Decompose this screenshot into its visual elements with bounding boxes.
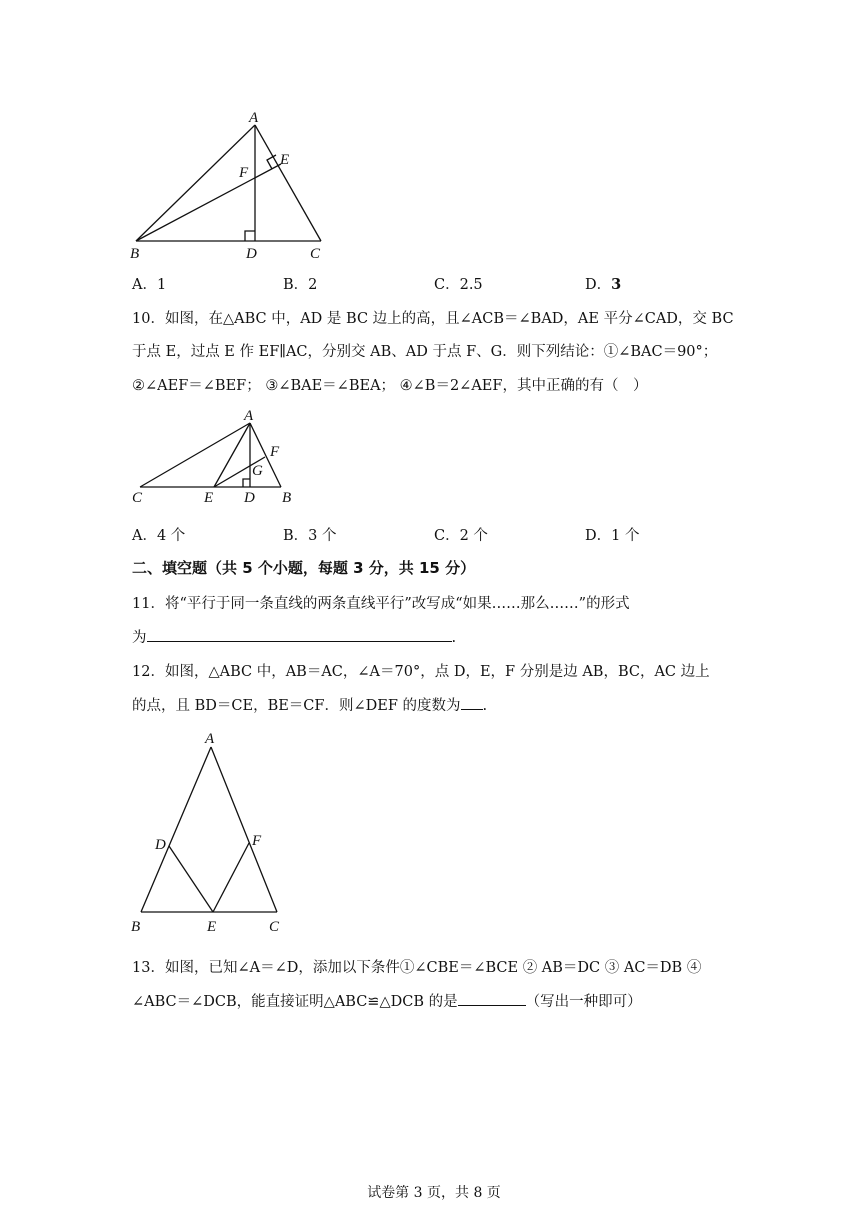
figure-q12-triangle	[0, 725, 868, 940]
q9-option-b[interactable]: B．2	[283, 277, 318, 293]
q13-suffix: （写出一种即可）	[525, 994, 642, 1010]
label-D: D	[246, 246, 257, 262]
q13-line-1: 13．如图，已知∠A＝∠D，添加以下条件①∠CBE＝∠BCE ② AB＝DC ③ AC＝DB ④	[132, 960, 702, 976]
q10-option-c[interactable]: C．2 个	[434, 528, 488, 544]
label-B: B	[130, 246, 140, 262]
q10-option-a[interactable]: A．4 个	[132, 528, 186, 544]
q9-option-d-letter: D．	[585, 277, 612, 293]
q9-option-a[interactable]: A．1	[132, 277, 167, 293]
figure-q10-triangle	[0, 400, 868, 510]
q9-option-c[interactable]: C．2.5	[434, 277, 483, 293]
label-B: B	[282, 490, 292, 506]
q12-line-1: 12．如图，△ABC 中，AB＝AC，∠A＝70°，点 D，E，F 分别是边 AB，BC，AC 边上	[132, 664, 710, 680]
label-E: E	[204, 490, 214, 506]
label-E: E	[207, 919, 217, 935]
label-D: D	[155, 837, 166, 853]
label-B: B	[131, 919, 141, 935]
triangle-abc-lines	[136, 125, 321, 241]
label-A: A	[249, 110, 259, 126]
q13-line-2	[132, 990, 642, 1011]
label-A: A	[205, 731, 215, 747]
label-G: G	[252, 463, 263, 479]
q10-line-2: 于点 E，过点 E 作 EF∥AC，分别交 AB、AD 于点 F、G．则下列结论：①∠BAC＝90°；	[132, 344, 718, 360]
label-C: C	[132, 490, 143, 506]
q11-line-2	[132, 626, 456, 647]
q12-suffix: .	[482, 698, 488, 714]
q12-prefix: 的点，且 BD＝CE，BE＝CF．则∠DEF 的度数为	[132, 698, 461, 714]
q9-option-d[interactable]	[585, 273, 621, 294]
label-C: C	[269, 919, 280, 935]
q12-answer-blank[interactable]	[461, 695, 483, 710]
q11-line-1: 11．将“平行于同一条直线的两条直线平行”改写成“如果……那么……”的形式	[132, 596, 630, 612]
figure-q9-triangle	[0, 0, 868, 270]
label-F: F	[270, 444, 280, 460]
q9-option-d-value: 3	[611, 276, 622, 293]
section-2-title: 二、填空题（共 5 个小题，每题 3 分，共 15 分）	[132, 559, 476, 577]
q10-line-3: ②∠AEF＝∠BEF； ③∠BAE＝∠BEA； ④∠B＝2∠AEF，其中正确的有（ ）	[132, 378, 648, 394]
q12-line-2	[132, 694, 487, 715]
q10-option-d[interactable]: D．1 个	[585, 528, 640, 544]
q11-answer-blank[interactable]	[147, 627, 452, 642]
label-F: F	[252, 833, 262, 849]
q11-suffix: .	[451, 630, 457, 646]
figure-q12-lines	[141, 747, 277, 912]
q13-answer-blank[interactable]	[458, 991, 526, 1006]
q10-line-1: 10．如图，在△ABC 中，AD 是 BC 边上的高，且∠ACB＝∠BAD，AE 平分∠CAD，交 BC	[132, 311, 734, 327]
label-C: C	[310, 246, 321, 262]
q10-option-b[interactable]: B．3 个	[283, 528, 337, 544]
label-F: F	[239, 165, 249, 181]
label-E: E	[280, 152, 290, 168]
label-A: A	[244, 408, 254, 424]
label-D: D	[244, 490, 255, 506]
q13-prefix: ∠ABC＝∠DCB，能直接证明△ABC≌△DCB 的是	[132, 994, 458, 1010]
q11-prefix: 为	[132, 630, 147, 646]
page-footer: 试卷第 3 页，共 8 页	[367, 1185, 501, 1201]
